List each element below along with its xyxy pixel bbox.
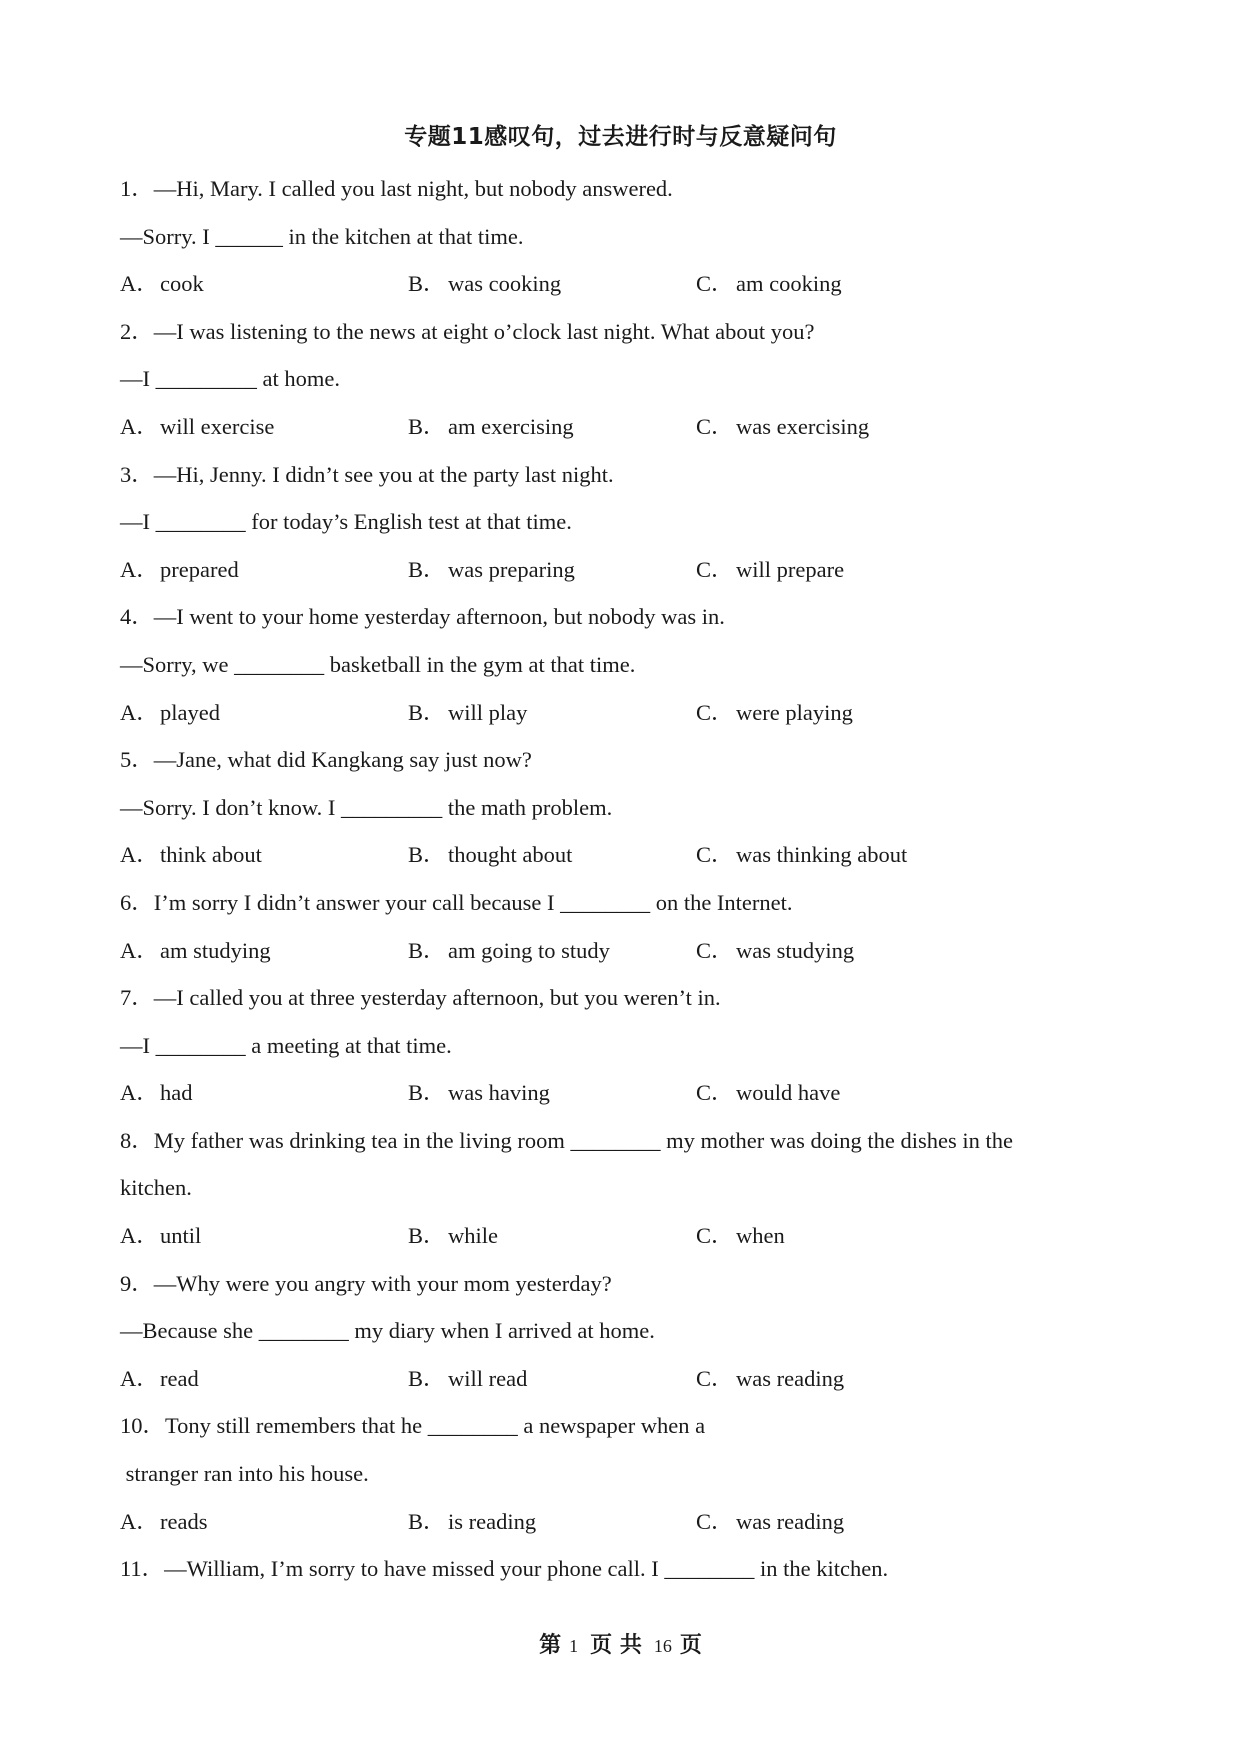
- option-text: were playing: [736, 699, 853, 725]
- option-letter: C．: [696, 699, 734, 725]
- option-c: [696, 546, 844, 594]
- footer-page-number: 1: [569, 1636, 579, 1656]
- option-text: is reading: [448, 1508, 537, 1534]
- option-a: [120, 546, 239, 594]
- option-b: [408, 1355, 527, 1403]
- option-a: [120, 1498, 207, 1546]
- page-footer: [0, 1628, 1241, 1659]
- question-line: 3．—Hi, Jenny. I didn’t see you at the party last night.: [120, 461, 614, 487]
- option-text: prepared: [160, 556, 239, 582]
- answer-options: [120, 831, 1130, 879]
- option-letter: B．: [408, 842, 446, 868]
- option-letter: C．: [696, 413, 734, 439]
- answer-options: [120, 546, 1130, 594]
- answer-options: [120, 689, 1130, 737]
- option-text: will read: [448, 1365, 528, 1391]
- option-b: [408, 1212, 498, 1260]
- question-line: —Sorry. I don’t know. I _________ the math problem.: [120, 794, 613, 820]
- option-a: [120, 831, 262, 879]
- option-text: had: [160, 1080, 193, 1106]
- question-line: 6．I’m sorry I didn’t answer your call because I ________ on the Internet.: [120, 889, 793, 915]
- option-letter: C．: [696, 937, 734, 963]
- option-text: was thinking about: [736, 842, 908, 868]
- answer-options: [120, 260, 1130, 308]
- option-c: [696, 1069, 840, 1117]
- option-text: will exercise: [160, 413, 275, 439]
- question-line: kitchen.: [120, 1175, 192, 1201]
- option-text: was reading: [736, 1365, 845, 1391]
- option-letter: C．: [696, 1508, 734, 1534]
- answer-options: [120, 1069, 1130, 1117]
- option-letter: C．: [696, 1223, 734, 1249]
- question-line: 4．—I went to your home yesterday afternoon, but nobody was in.: [120, 604, 725, 630]
- option-a: [120, 260, 204, 308]
- option-a: [120, 1069, 193, 1117]
- option-text: was exercising: [736, 413, 870, 439]
- option-c: [696, 831, 907, 879]
- answer-options: [120, 1212, 1130, 1260]
- option-text: was studying: [736, 937, 855, 963]
- option-b: [408, 1069, 550, 1117]
- question-line: 8．My father was drinking tea in the living room ________ my mother was doing the dishes in the: [120, 1127, 1013, 1153]
- option-b: [408, 403, 574, 451]
- option-letter: A．: [120, 1365, 159, 1391]
- option-letter: A．: [120, 413, 159, 439]
- option-c: [696, 689, 853, 737]
- footer-middle: 页 共: [590, 1633, 642, 1658]
- question-line: —Sorry, we ________ basketball in the gym at that time.: [120, 651, 636, 677]
- option-b: [408, 831, 572, 879]
- option-text: am exercising: [448, 413, 574, 439]
- option-text: while: [448, 1223, 498, 1249]
- option-text: read: [160, 1365, 199, 1391]
- question-line: 1．—Hi, Mary. I called you last night, but nobody answered.: [120, 176, 673, 201]
- option-a: [120, 927, 271, 975]
- option-letter: B．: [408, 413, 446, 439]
- question-list: [120, 165, 1130, 1593]
- option-letter: B．: [408, 1080, 446, 1106]
- option-text: am cooking: [736, 271, 842, 297]
- option-text: was cooking: [448, 271, 562, 297]
- option-a: [120, 689, 220, 737]
- answer-options: [120, 403, 1130, 451]
- option-letter: A．: [120, 937, 159, 963]
- page-title: 专题11感叹句，过去进行时与反意疑问句: [404, 124, 837, 150]
- option-letter: C．: [696, 271, 734, 297]
- question-line: —I _________ at home.: [120, 366, 340, 392]
- option-letter: C．: [696, 1365, 734, 1391]
- question-line: —Because she ________ my diary when I arrived at home.: [120, 1318, 655, 1344]
- option-letter: B．: [408, 556, 446, 582]
- question-line: —Sorry. I ______ in the kitchen at that time.: [120, 223, 524, 249]
- option-a: [120, 1355, 199, 1403]
- option-letter: B．: [408, 271, 446, 297]
- option-b: [408, 927, 610, 975]
- option-text: until: [160, 1223, 202, 1249]
- option-text: was reading: [736, 1508, 845, 1534]
- option-c: [696, 403, 869, 451]
- option-text: think about: [160, 842, 262, 868]
- answer-options: [120, 927, 1130, 975]
- option-letter: A．: [120, 271, 159, 297]
- option-letter: B．: [408, 699, 446, 725]
- question-line: 5．—Jane, what did Kangkang say just now?: [120, 747, 532, 773]
- option-text: am studying: [160, 937, 271, 963]
- answer-options: [120, 1355, 1130, 1403]
- option-b: [408, 1498, 536, 1546]
- option-text: would have: [736, 1080, 841, 1106]
- option-letter: A．: [120, 1508, 159, 1534]
- option-text: played: [160, 699, 220, 725]
- option-letter: A．: [120, 699, 159, 725]
- option-text: reads: [160, 1508, 208, 1534]
- question-line: stranger ran into his house.: [120, 1461, 369, 1487]
- option-c: [696, 1498, 844, 1546]
- option-letter: C．: [696, 842, 734, 868]
- footer-prefix: 第: [539, 1633, 562, 1658]
- option-letter: A．: [120, 1223, 159, 1249]
- option-letter: A．: [120, 842, 159, 868]
- option-a: [120, 1212, 201, 1260]
- footer-total-pages: 16: [653, 1636, 672, 1656]
- option-text: cook: [160, 271, 204, 297]
- option-text: thought about: [448, 842, 573, 868]
- question-line: 10．Tony still remembers that he ________ a newspaper when a: [120, 1413, 706, 1439]
- option-letter: A．: [120, 556, 159, 582]
- option-letter: B．: [408, 1365, 446, 1391]
- option-letter: B．: [408, 1508, 446, 1534]
- option-c: [696, 1212, 785, 1260]
- option-letter: A．: [120, 1080, 159, 1106]
- option-c: [696, 927, 854, 975]
- answer-options: [120, 1498, 1130, 1546]
- question-line: —I ________ a meeting at that time.: [120, 1032, 452, 1058]
- option-c: [696, 260, 842, 308]
- option-b: [408, 546, 575, 594]
- option-text: when: [736, 1223, 785, 1249]
- option-a: [120, 403, 274, 451]
- footer-suffix: 页: [679, 1633, 702, 1658]
- option-text: will play: [448, 699, 528, 725]
- option-text: was preparing: [448, 556, 575, 582]
- question-line: 7．—I called you at three yesterday afternoon, but you weren’t in.: [120, 985, 721, 1011]
- question-line: —I ________ for today’s English test at that time.: [120, 509, 572, 535]
- option-text: am going to study: [448, 937, 610, 963]
- option-c: [696, 1355, 844, 1403]
- question-line: 2．—I was listening to the news at eight o’clock last night. What about you?: [120, 318, 815, 344]
- option-letter: B．: [408, 937, 446, 963]
- option-b: [408, 689, 527, 737]
- option-letter: C．: [696, 1080, 734, 1106]
- option-text: will prepare: [736, 556, 845, 582]
- option-text: was having: [448, 1080, 550, 1106]
- option-letter: B．: [408, 1223, 446, 1249]
- question-line: 9．—Why were you angry with your mom yesterday?: [120, 1270, 612, 1296]
- option-letter: C．: [696, 556, 734, 582]
- question-line: 11．—William, I’m sorry to have missed your phone call. I ________ in the kitchen.: [120, 1556, 889, 1582]
- option-b: [408, 260, 561, 308]
